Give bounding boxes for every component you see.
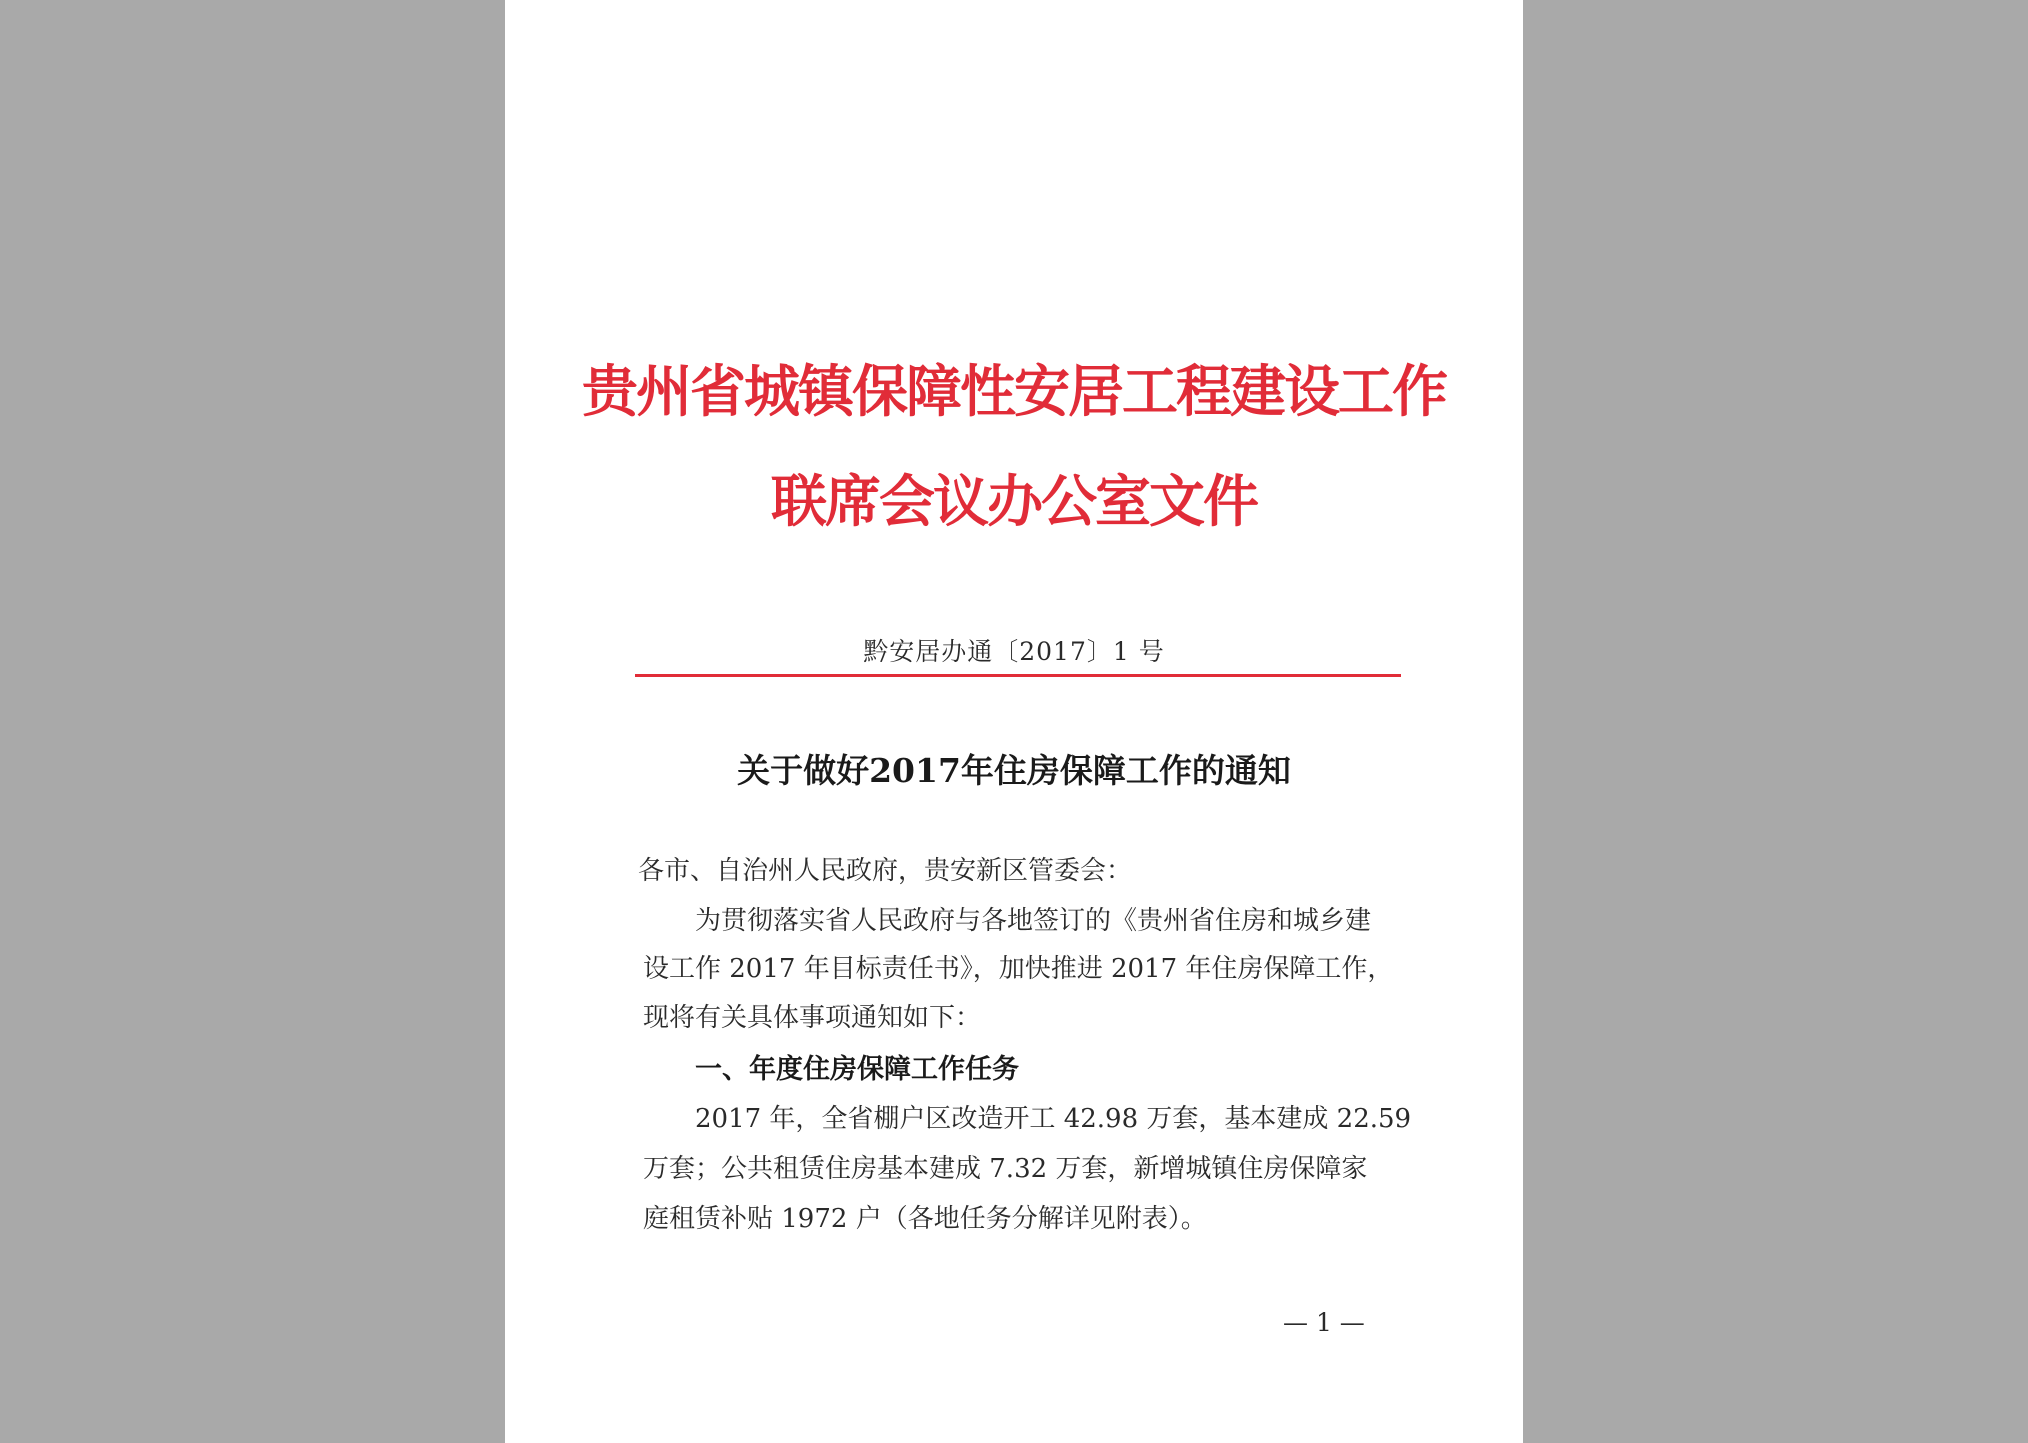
document-number: 黔安居办通〔2017〕1 号 [863,637,1165,666]
document-page [505,0,1523,1443]
red-separator-line [635,674,1401,677]
page-number: — 1 — [1283,1308,1365,1337]
paragraph2-line1: 2017 年，全省棚户区改造开工 42.98 万套，基本建成 22.59 [695,1104,1412,1134]
paragraph1-line1: 为贯彻落实省人民政府与各地签订的《贵州省住房和城乡建 [695,906,1372,936]
section1-heading: 一、年度住房保障工作任务 [695,1054,1019,1085]
header-title-line2: 联席会议办公室文件 [771,470,1257,535]
paragraph1-line3: 现将有关具体事项通知如下： [643,1003,982,1033]
paragraph2-line2: 万套；公共租赁住房基本建成 7.32 万套，新增城镇住房保障家 [643,1154,1368,1184]
paragraph2-line3: 庭租赁补贴 1972 户（各地任务分解详见附表）。 [643,1204,1207,1234]
document-title: 关于做好2017年住房保障工作的通知 [737,751,1291,790]
addressee-line: 各市、自治州人民政府，贵安新区管委会： [638,856,1133,886]
header-title-line1: 贵州省城镇保障性安居工程建设工作 [582,360,1446,425]
paragraph1-line2: 设工作 2017 年目标责任书》，加快推进 2017 年住房保障工作， [643,954,1394,984]
